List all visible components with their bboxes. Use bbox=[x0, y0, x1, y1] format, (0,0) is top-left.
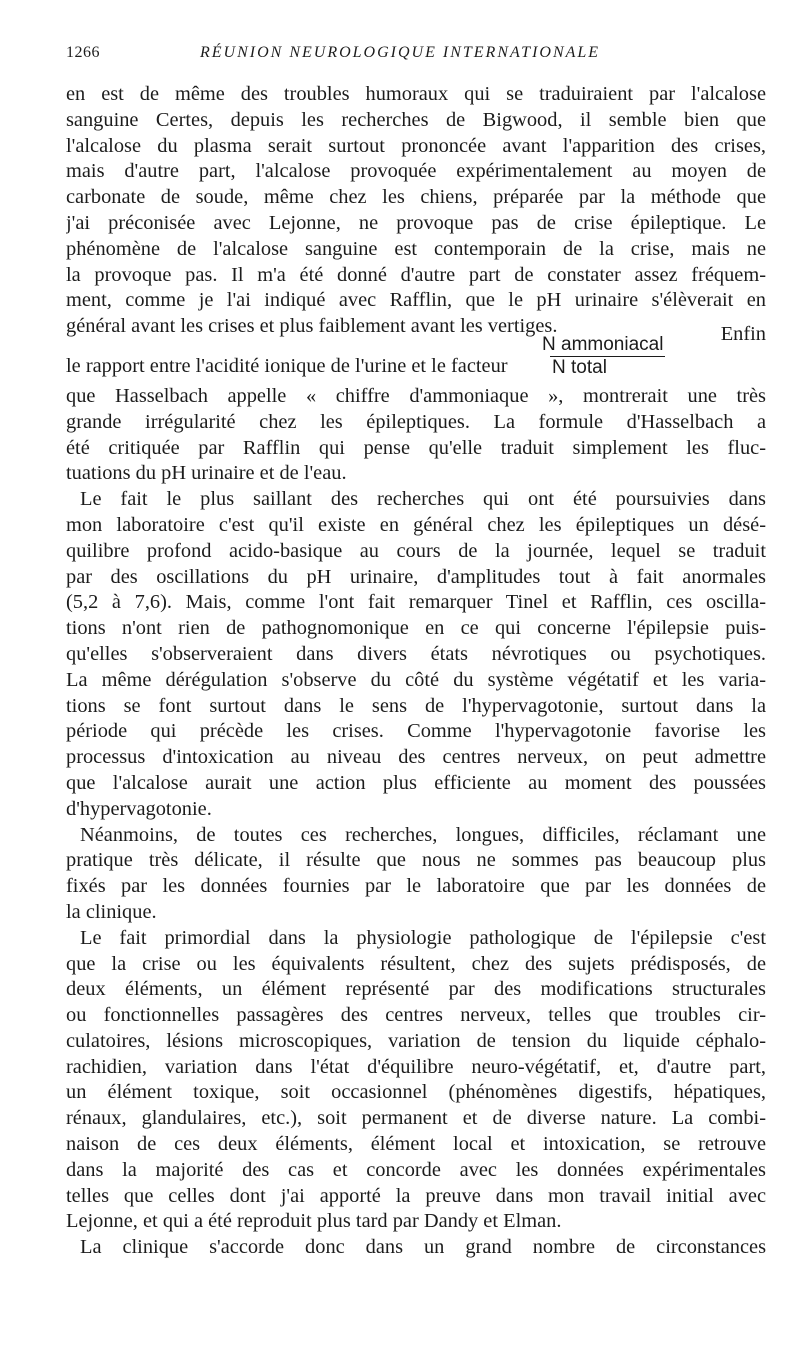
text-line: naison de ces deux éléments, élément local et intoxication, se retrouve bbox=[66, 1133, 766, 1156]
page-number: 1266 bbox=[66, 44, 100, 61]
text-line: en est de même des troubles humoraux qui se traduiraient par l'alcalose bbox=[66, 83, 766, 105]
text-line: grande irrégularité chez les épileptiques. La formule d'Hasselbach a bbox=[66, 410, 766, 433]
text-line: été critiquée par Rafflin qui pense qu'elle traduit simplement les fluc- bbox=[66, 436, 766, 459]
text-line: carbonate de soude, même chez les chiens, préparée par la méthode que bbox=[66, 186, 766, 209]
text-line: (5,2 à 7,6). Mais, comme l'ont fait remarquer Tinel et Rafflin, ces oscilla- bbox=[66, 591, 766, 614]
text-line: que la crise ou les équivalents résultent, chez des sujets prédisposés, de bbox=[66, 952, 766, 975]
running-head bbox=[66, 44, 760, 68]
text-line: l'alcalose du plasma serait surtout prononcée avant l'apparition des crises, bbox=[66, 134, 766, 157]
text-line: rénaux, glandulaires, etc.), soit permanent et de diverse nature. La combi- bbox=[66, 1107, 766, 1130]
text-line: tions se font surtout dans le sens de l'hypervagotonie, surtout dans la bbox=[66, 694, 766, 717]
text-line: d'hypervagotonie. bbox=[66, 797, 212, 820]
text-line: général avant les crises et plus faiblement avant les vertiges. bbox=[66, 315, 558, 338]
text-line: ment, comme je l'ai indiqué avec Rafflin, que le pH urinaire s'élèverait en bbox=[66, 289, 766, 312]
text-line: rachidien, variation dans l'état d'équilibre neuro-végétatif, et, d'autre part, bbox=[66, 1055, 766, 1078]
paragraph-3 bbox=[66, 823, 766, 926]
text-line: dans la majorité des cas et concorde avec les données expérimentales bbox=[66, 1158, 766, 1181]
text-line: que Hasselbach appelle « chiffre d'ammoniaque », montrerait une très bbox=[66, 384, 766, 407]
text-line: deux éléments, un élément représenté par des modifications structurales bbox=[66, 978, 766, 1001]
text-line: phénomène de l'alcalose sanguine est contemporain de la crise, mais ne bbox=[66, 237, 766, 260]
text-line: Le fait primordial dans la physiologie pathologique de l'épilepsie c'est bbox=[80, 926, 766, 949]
text-line: tuations du pH urinaire et de l'eau. bbox=[66, 462, 347, 485]
text-fragment: Enfin bbox=[720, 322, 766, 345]
text-line: période qui précède les crises. Comme l'hypervagotonie favorise les bbox=[66, 720, 766, 743]
ammonia-fraction bbox=[540, 334, 665, 379]
fraction-denominator: N total bbox=[550, 356, 665, 379]
text-line: Le fait le plus saillant des recherches qui ont été poursuivies dans bbox=[80, 488, 766, 511]
text-line: processus d'intoxication au niveau des centres nerveux, on peut admettre bbox=[66, 746, 766, 769]
text-line: Néanmoins, de toutes ces recherches, longues, difficiles, réclamant une bbox=[80, 823, 766, 846]
text-line: que l'alcalose aurait une action plus efficiente au moment des poussées bbox=[66, 771, 766, 794]
text-line: un élément toxique, soit occasionnel (phénomènes digestifs, hépatiques, bbox=[66, 1081, 766, 1104]
text-line: La même dérégulation s'observe du côté du système végétatif et les varia- bbox=[66, 668, 766, 691]
text-line: fixés par les données fournies par le laboratoire que par les données de bbox=[66, 875, 766, 898]
text-line: ou fonctionnelles passagères des centres nerveux, telles que troubles cir- bbox=[66, 1004, 766, 1027]
text-line: La clinique s'accorde donc dans un grand nombre de circonstances bbox=[80, 1236, 766, 1259]
text-line: par des oscillations du pH urinaire, d'amplitudes tout à fait anormales bbox=[66, 565, 766, 588]
paragraph-1 bbox=[66, 82, 766, 487]
text-line: sanguine Certes, depuis les recherches de Bigwood, il semble bien que bbox=[66, 108, 766, 131]
formula-lead-text: le rapport entre l'acidité ionique de l'urine et le facteur bbox=[66, 354, 508, 377]
text-line: j'ai préconisée avec Lejonne, ne provoque pas de crise épileptique. Le bbox=[66, 211, 766, 234]
fraction-numerator: N ammoniacal bbox=[542, 333, 664, 355]
paragraph-5 bbox=[66, 1235, 766, 1261]
text-line: la provoque pas. Il m'a été donné d'autre part de constater assez fréquem- bbox=[66, 263, 766, 286]
text-line: Lejonne, et qui a été reproduit plus tard par Dandy et Elman. bbox=[66, 1210, 562, 1233]
paragraph-2 bbox=[66, 487, 766, 822]
text-line: culatoires, lésions microscopiques, variation de tension du liquide céphalo- bbox=[66, 1029, 766, 1052]
text-line: qu'elles s'observeraient dans divers états névrotiques ou psychotiques. bbox=[66, 642, 766, 665]
body-text bbox=[66, 82, 766, 1261]
text-line: mon laboratoire c'est qu'il existe en général chez les épileptiques un désé- bbox=[66, 513, 766, 536]
text-line: telles que celles dont j'ai apporté la preuve dans mon travail initial avec bbox=[66, 1184, 766, 1207]
text-line: quilibre profond acido-basique au cours de la journée, lequel se traduit bbox=[66, 539, 766, 562]
journal-title: RÉUNION NEUROLOGIQUE INTERNATIONALE bbox=[200, 44, 601, 61]
text-line: pratique très délicate, il résulte que nous ne sommes pas beaucoup plus bbox=[66, 849, 766, 872]
text-line: mais d'autre part, l'alcalose provoquée expérimentalement au moyen de bbox=[66, 160, 766, 183]
text-line: la clinique. bbox=[66, 900, 157, 923]
paragraph-4 bbox=[66, 926, 766, 1236]
text-line: tions n'ont rien de pathognomonique en ce qui concerne l'épilepsie puis- bbox=[66, 617, 766, 640]
